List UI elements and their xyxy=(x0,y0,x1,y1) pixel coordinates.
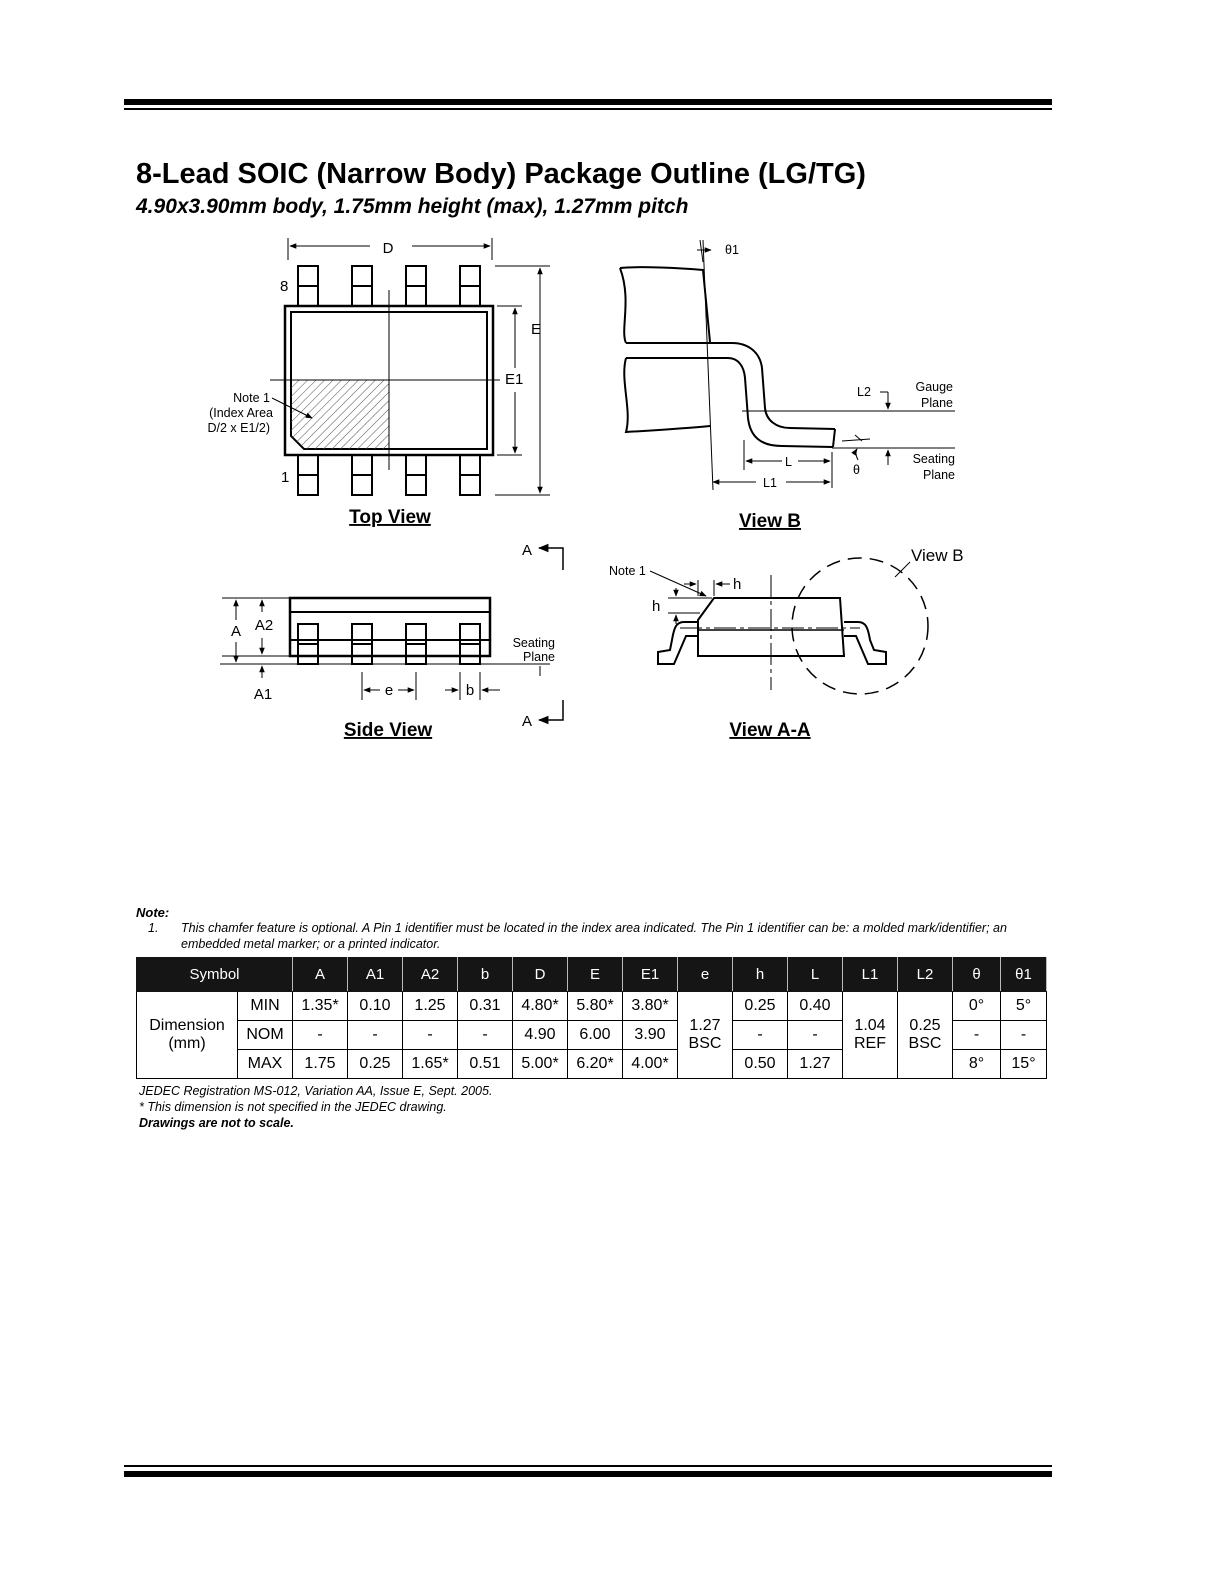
dim-e-label: E xyxy=(531,321,542,338)
note-item xyxy=(148,920,1048,952)
l1-value: 1.04 xyxy=(854,1017,886,1034)
header-symbol: Symbol xyxy=(137,958,293,992)
header-e-pitch: e xyxy=(678,958,733,992)
table-cell: 0.51 xyxy=(458,1050,513,1079)
l1-cell xyxy=(843,992,898,1079)
dim-a2-label: A2 xyxy=(254,617,274,634)
pin-1-label: 1 xyxy=(281,469,290,486)
l2-cell xyxy=(898,992,953,1079)
header-d: D xyxy=(513,958,568,992)
page-subtitle: 4.90x3.90mm body, 1.75mm height (max), 1.27mm pitch xyxy=(136,195,689,218)
bottom-rule-thick xyxy=(124,1471,1052,1477)
table-cell: - xyxy=(458,1021,513,1050)
pin-8-label: 8 xyxy=(280,278,289,295)
gauge-label: Gauge xyxy=(915,380,953,394)
table-cell: 1.65* xyxy=(403,1050,458,1079)
dim-a-label: A xyxy=(230,623,242,640)
table-cell: 6.00 xyxy=(568,1021,623,1050)
row-label: MIN xyxy=(238,992,293,1021)
l-label: L xyxy=(785,455,792,469)
aa-note-label: Note 1 xyxy=(609,564,646,578)
header-theta: θ xyxy=(953,958,1001,992)
table-cell: - xyxy=(953,1021,1001,1050)
table-cell: 4.80* xyxy=(513,992,568,1021)
table-cell: 0.31 xyxy=(458,992,513,1021)
page-title: 8-Lead SOIC (Narrow Body) Package Outline (LG/TG) xyxy=(136,158,866,190)
section-a-top-label: A xyxy=(522,542,533,559)
table-cell: - xyxy=(733,1021,788,1050)
dimension-unit: (mm) xyxy=(168,1035,206,1052)
view-aa xyxy=(650,558,928,694)
dimension-label: Dimension xyxy=(149,1017,225,1034)
l1-ref: REF xyxy=(854,1035,886,1052)
table-header-row xyxy=(137,958,1047,992)
header-a1: A1 xyxy=(348,958,403,992)
section-a-bottom-label: A xyxy=(522,713,533,730)
table-cell: 8° xyxy=(953,1050,1001,1079)
gauge-plane-label: Plane xyxy=(921,396,953,410)
header-l1: L1 xyxy=(843,958,898,992)
table-cell: 0° xyxy=(953,992,1001,1021)
index-area-label: (Index Area xyxy=(209,406,273,420)
table-cell: - xyxy=(788,1021,843,1050)
seating-label: Seating xyxy=(912,452,955,466)
table-cell: 3.90 xyxy=(623,1021,678,1050)
table-cell: 15° xyxy=(1001,1050,1047,1079)
view-b xyxy=(620,240,955,490)
table-cell: 0.25 xyxy=(733,992,788,1021)
dim-b-label: b xyxy=(465,682,475,699)
l2-label: L2 xyxy=(857,385,871,399)
table-cell: 5.00* xyxy=(513,1050,568,1079)
note-text: This chamfer feature is optional. A Pin 1 identifier must be located in the index area indicated. The Pin 1 identifier can be: a molded mark/identifier; an embedded metal marker; or a printed indicator. xyxy=(181,921,1007,951)
side-seating-label: Seating xyxy=(512,636,555,650)
theta-label: θ xyxy=(853,463,860,477)
table-cell: 4.90 xyxy=(513,1021,568,1050)
dim-e1-label: E1 xyxy=(505,371,524,388)
theta1-label: θ1 xyxy=(725,243,739,257)
row-label: NOM xyxy=(238,1021,293,1050)
table-cell: - xyxy=(1001,1021,1047,1050)
table-cell: 0.40 xyxy=(788,992,843,1021)
l2-ref: BSC xyxy=(908,1035,942,1052)
header-l: L xyxy=(788,958,843,992)
l1-label: L1 xyxy=(763,476,777,490)
dim-d-label: D xyxy=(382,240,394,257)
scale-note: Drawings are not to scale. xyxy=(139,1116,294,1130)
top-view xyxy=(270,238,550,495)
table-cell: - xyxy=(403,1021,458,1050)
table-cell: 0.50 xyxy=(733,1050,788,1079)
header-theta1: θ1 xyxy=(1001,958,1047,992)
table-cell: 1.75 xyxy=(293,1050,348,1079)
aa-h-side-label: h xyxy=(652,598,661,615)
table-cell: 5° xyxy=(1001,992,1047,1021)
side-view-caption: Side View xyxy=(343,720,433,741)
dimension-label-cell xyxy=(137,992,238,1079)
header-a: A xyxy=(293,958,348,992)
bottom-rule-thin xyxy=(124,1465,1052,1467)
table-cell: 5.80* xyxy=(568,992,623,1021)
header-b: b xyxy=(458,958,513,992)
header-l2: L2 xyxy=(898,958,953,992)
table-cell: 3.80* xyxy=(623,992,678,1021)
table-cell: 1.25 xyxy=(403,992,458,1021)
table-cell: - xyxy=(348,1021,403,1050)
e-pitch-value: 1.27 xyxy=(689,1017,721,1034)
table-cell: 0.10 xyxy=(348,992,403,1021)
table-row xyxy=(137,992,1047,1021)
table-cell: 6.20* xyxy=(568,1050,623,1079)
header-e: E xyxy=(568,958,623,992)
seating-plane-label: Plane xyxy=(923,468,955,482)
dim-e-pitch-label: e xyxy=(384,682,394,699)
e-pitch-cell xyxy=(678,992,733,1079)
note-1-label: Note 1 xyxy=(233,391,270,405)
header-e1: E1 xyxy=(623,958,678,992)
e-pitch-ref: BSC xyxy=(688,1035,722,1052)
table-cell: - xyxy=(293,1021,348,1050)
table-cell: 1.35* xyxy=(293,992,348,1021)
table-cell: 1.27 xyxy=(788,1050,843,1079)
view-b-ref-label: View B xyxy=(911,546,964,565)
index-area-size-label: D/2 x E1/2) xyxy=(207,421,270,435)
header-a2: A2 xyxy=(403,958,458,992)
header-h: h xyxy=(733,958,788,992)
table-cell: 0.25 xyxy=(348,1050,403,1079)
side-seating-plane-label: Plane xyxy=(523,650,555,664)
dimension-table xyxy=(136,957,1047,1079)
aa-h-top-label: h xyxy=(733,576,742,593)
view-aa-caption: View A-A xyxy=(729,720,811,741)
top-view-caption: Top View xyxy=(349,507,431,528)
jedec-note: JEDEC Registration MS-012, Variation AA, Issue E, Sept. 2005. xyxy=(139,1084,493,1098)
view-b-caption: View B xyxy=(739,511,801,532)
row-label: MAX xyxy=(238,1050,293,1079)
asterisk-note: * This dimension is not specified in the JEDEC drawing. xyxy=(139,1100,447,1114)
l2-value: 0.25 xyxy=(909,1017,941,1034)
notes-heading: Note: xyxy=(136,905,170,920)
table-cell: 4.00* xyxy=(623,1050,678,1079)
dim-a1-label: A1 xyxy=(253,686,273,703)
footnotes xyxy=(139,1083,492,1131)
note-number: 1. xyxy=(148,921,159,935)
